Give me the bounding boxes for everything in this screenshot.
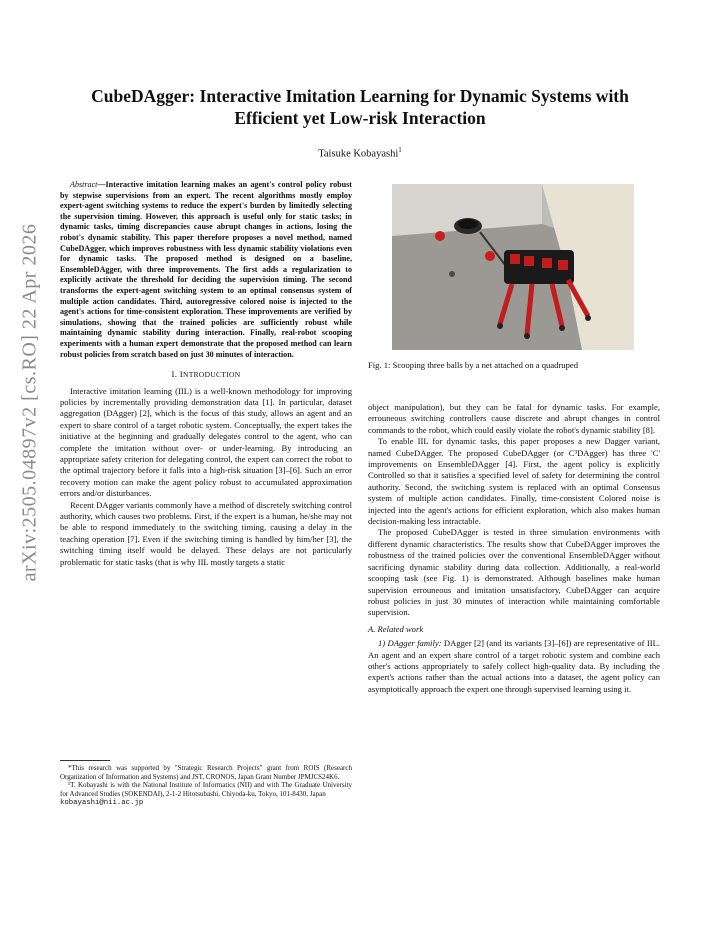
related-work-label: 1) DAgger family: xyxy=(378,638,442,649)
section-number: I. xyxy=(171,369,180,380)
related-work-text: DAgger [2] (and its variants [3]–[6]) are representative of IIL. An agent and an expert share control of a target robotic system and combine each other's actions appropriately to safely collect high-quality data. By including the expert's actions rather than the actual actions into a dataset, the agent policy can asymptotically approach the expert one through supervised learning using it. xyxy=(368,638,660,694)
author-name: Taisuke Kobayashi xyxy=(318,148,399,160)
paper-title xyxy=(40,85,680,129)
footnote-affiliation: ¹T. Kobayashi is with the National Institute of Informatics (NII) and with The Graduate University for Advanced Studies (SOKENDAI), 2-1-2 Hitotsubashi, Chiyoda-ku, Tokyo, 101-8430, Japan xyxy=(60,781,352,799)
footnote-rule xyxy=(60,760,110,761)
figure-1-caption: Fig. 1: Scooping three balls by a net attached on a quadruped xyxy=(368,360,579,370)
arxiv-identifier-text: arXiv:2505.04897v2 [cs.RO] 22 Apr 2026 xyxy=(18,223,41,582)
abstract xyxy=(60,180,352,360)
subsection-related-work: A. Related work xyxy=(368,623,424,634)
section-title-initial: I xyxy=(179,369,183,380)
paper-title-line-1: CubeDAgger: Interactive Imitation Learning for Dynamic Systems with xyxy=(91,86,629,106)
abstract-label: Abstract xyxy=(70,180,98,189)
right-paragraph-3: The proposed CubeDAgger is tested in three simulation environments with different dynamic characteristics. The results show that CubeDAgger improves the robustness of the trained policies over the conventional EnsembleDAgger without sacrificing dynamic stability during data collection. Additionally, a real-world scooping task (see Fig. 1) is demonstrated. Although baselines make human supervision errouneous and imitation unsatisfactory, CubeDAgger can acquire robust policies in just 30 minutes of interaction while maintaining comfortable supervision. xyxy=(368,527,660,618)
intro-paragraph-1: Interactive imitation learning (IIL) is a well-known methodology for improving policies by incrementally providing demonstration data [1]. In particular, dataset aggregation (DAgger) [2], which is the focus of this study, allows an agent and an expert to share control of a target robotic system. Conceptually, the expert takes the initiative at the beginning and gradually delegates control to the agent, who can complete the imitation without over- or under-learning. By introducing an appropriate safety criterion for delegating control, the expert can correct the robot to the optimal trajectory before it falls into a high-risk situation [3]–[6]. Such an error recovery motion can make the agent policy robust to accumulated approximation errors and/or disturbances. xyxy=(60,385,352,499)
right-column xyxy=(368,402,660,695)
author-affiliation-mark: 1 xyxy=(398,146,402,154)
footnotes xyxy=(60,760,352,808)
footnote-funding: *This research was supported by "Strategic Research Projects" grant from ROIS (Research Organization of Information and Systems) and JST, CRONOS, Japan Grant Number JPMJCS24K6. xyxy=(60,764,352,781)
author-email: kobayashi@nii.ac.jp xyxy=(60,798,144,807)
paper-title-line-2: Efficient yet Low-risk Interaction xyxy=(234,108,486,128)
arxiv-identifier xyxy=(10,165,50,640)
figure-1-photo xyxy=(392,184,634,350)
quadruped-robot-illustration xyxy=(392,184,634,350)
section-title-rest: NTRODUCTION xyxy=(183,370,241,380)
right-paragraph-2: To enable IIL for dynamic tasks, this paper proposes a new Dagger variant, named CubeDAgger. The proposed CubeDAgger (or C³DAgger) has three 'C' improvements on EnsembleDAgger [4]. First, the agent policy is explicitly Controlled so that it satisfies a specified level of safety for determining the control authority. Second, the switching system is replaced with an optimal Consensus system of multiple action candidates. Finally, time-consistent Colored noise is injected into the agent's actions for efficient exploration, which also makes human decision-making less intractable. xyxy=(368,436,660,527)
left-column xyxy=(60,180,352,568)
related-work-paragraph xyxy=(368,638,660,695)
section-heading-introduction xyxy=(60,369,352,380)
right-paragraph-1: object manipulation), but they can be fatal for dynamic tasks. For example, errouneous switching controllers cause discrete and abrupt changes in control commands to the robot, which could easily violate the robot's dynamic stability [8]. xyxy=(368,402,660,435)
abstract-dash: — xyxy=(97,180,106,189)
intro-paragraph-2: Recent DAgger variants commonly have a method of discretely switching control authority, which causes two problems. First, if the expert is a human, he/she may not be able to respond immediately to the switching timing, causing a delay in the teaching operation [7]. Even if the switching timing is handled by him/her [3], the switching timing itself would be delayed. These delays are not particularly problematic for static tasks (that is why IIL mostly targets a static xyxy=(60,499,352,567)
author-line xyxy=(40,146,680,160)
abstract-text: Interactive imitation learning makes an agent's control policy robust by stepwise supervisions from an expert. The recent algorithms mostly employ expert-agent switching systems to reduce the expert's burden by limitedly selecting the supervision timing. However, this approach is useful only for static tasks; in dynamic tasks, timing discrepancies cause abrupt changes in actions, losing the robot's dynamic stability. This paper therefore proposes a novel method, named CubeDAgger, which improves robustness with less dynamic stability violations even for dynamic tasks. The proposed method is designed on a baseline, EnsembleDAgger, with three improvements. The first adds a regularization to explicitly activate the threshold for deciding the supervision timing. The second transforms the expert-agent switching system to an optimal consensus system of multiple action candidates. Third, autoregressive colored noise is injected to the agent's actions for time-consistent exploration. These improvements are verified by simulations, showing that the trained policies are sufficiently robust while maintaining dynamic stability during interaction. Finally, real-robot scooping experiments with a human expert demonstrate that the proposed method can learn robust policies from scratch based on just 30 minutes of interaction. xyxy=(60,180,352,359)
